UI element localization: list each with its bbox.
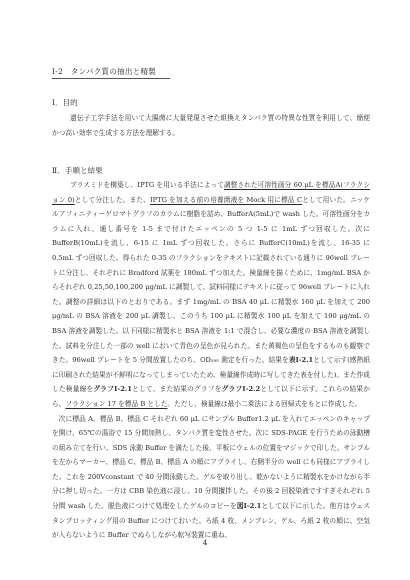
underlined-sample-a: 調整された可溶性画分 60 μL を標品A(フラクション 0) (52, 181, 370, 204)
method-text-1: プラスミドを構築し、IPTG を用いる手法によって (70, 181, 224, 189)
underlined-sample-c: IPTG を加える前の培養菌液を Mock 用に標品 C (149, 195, 303, 204)
method-text-4: として示す(感熱紙に印刷された結果が不鮮明になってしまっていたため、検量線作成時に写してきた表を付した)。また作成した検量線を (52, 356, 371, 394)
graph-ref-1: グラフⅠ-2.1 (93, 385, 132, 394)
page-number: 4 (202, 538, 208, 547)
underlined-fraction-17: フラクション 17 を標品 B とした (65, 399, 168, 408)
purpose-heading: Ⅰ．目的 (52, 98, 78, 107)
method-text-3: として用いた。ニッケルアフィニティーゲロマトグラフのカラムに樹脂を詰め、BufferA(5mL)で wash した。可溶性画分をカラムに入れ、通し番号を 1-5 まで付けたエッペンの 5 つ 1-5 に 1mL ずつ回収した。次に BufferB(10mL)を流し、6-15 に 1mL ずつ回収した。さらに BufferC(10mL)を流し、16-35 に 0.5mL ずつ回収した。得られた 0-35 のフラクションをテキストに記載されている通りに 96well プレートに分注し、それぞれに Bradford 試薬を 180mL ずつ加えた。検量線を描くために、1mg/mL BSA からそれぞれ 0,25,50,100,200 μg/mL に調製して、試料同様にテキストに従って 96well プレートに入れた。調整の詳細は以下のとおりである。まず 1mg/mL の BSA 40 μL に精製水 160 μL を加えて 200 μg/mL の BSA 溶液を 200 μL 調製し、このうち 100 μL に精製水 100 μL を加えて 100 μg/mL の BSA 溶液を調製した。以下同様に精製水と BSA 溶液を 1:1 で混合し、必要な濃度の BSA 溶液を調製した。試料を分注した一部の well において青色の呈色が見られた。また黄褐色の呈色をするものも観察できた。96well プレートを 5 分間放置したのち、OD₅₉₅ 測定を行った。結果を (52, 195, 371, 365)
method-heading: Ⅱ．手順と結果 (52, 166, 103, 175)
graph-ref-2: グラフⅠ-2.2 (221, 385, 261, 394)
method-text-6: として以下に示す。これらの結果から、 (52, 385, 370, 408)
table-ref: 表Ⅰ-2.1 (288, 356, 314, 365)
method-text-9: として以下に示した。他方はウェスタンブロッティング用の Buffer につけておいた。ろ紙 4 枚、メンブレン、ゲル、ろ紙 2 枚の順に、空気が入らないように Buffer でぬらしながら転写装置に重ね、 (52, 502, 371, 540)
figure-ref: 図Ⅰ-2.1 (236, 502, 262, 511)
method-text-2: として分注した。また、 (74, 195, 150, 204)
method-text-8: 次に標品 A、標品 B、標品 C それぞれ 60 μL にサンプル Buffer1.2 μL を入れてエッペンのキャップを開け、65℃の湯浴で 15 分間加熱し、タンパク質を変性させた。次に SDS-PAGE を行うための泳動槽の組み立てを行い、SDS 泳動 Buffer を満たした後、平板にウェルの位置をマジックで印した。サンプルを左からマーカー、標品 C、標品 B、標品 A の順にアプライし、右側半分の well にも同様にアプライした。これを 200Vconstant で 40 分間泳動した。ゲルを取り出し、乾かないように精製水をかけながら半分に押し切った。一方は CBB 染色液に浸し、10 分間攪拌した。その後 2 回脱染液ですすぎそれぞれ 5 分間 wash した。脱色液につけて処理をしたゲルのコピーを (52, 414, 370, 511)
method-text-7: 。ただし、検量線は最小二乗法による回帰式をもとに作成した。 (167, 399, 362, 408)
section-title: Ⅰ-2 タンパク質の抽出と精製 (52, 67, 156, 76)
method-text-5: として、また結果のグラフを (131, 385, 222, 394)
purpose-paragraph: 遺伝子工学手法を用いて大腸菌に大量発現させた組換えタンパク質の特異な性質を利用して、簡便かつ高い効率で生成する方法を理解する。 (52, 114, 370, 137)
method-paragraph (52, 178, 370, 543)
section-title-underline (52, 78, 170, 79)
